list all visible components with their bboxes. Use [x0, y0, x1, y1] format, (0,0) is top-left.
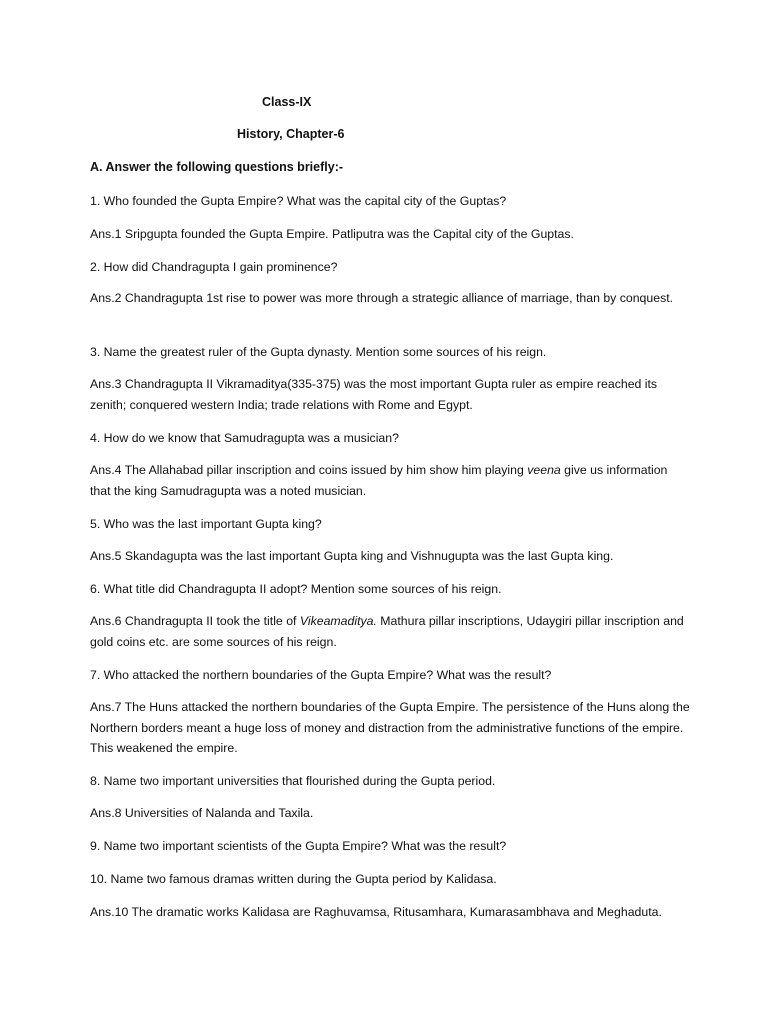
answer-6-italic: Vikeamaditya.: [299, 614, 377, 628]
question-7: 7. Who attacked the northern boundaries of the Gupta Empire? What was the result?: [90, 668, 552, 682]
answer-4-text-end: give us information that the king Samudragupta was a noted musician.: [90, 463, 668, 498]
section-heading: A. Answer the following questions briefly:-: [90, 160, 344, 174]
answer-1: Ans.1 Sripgupta founded the Gupta Empire. Patliputra was the Capital city of the Guptas.: [90, 227, 574, 241]
answer-7: Ans.7 The Huns attacked the northern boundaries of the Gupta Empire. The persistence of the Huns along the Northern borders meant a huge loss of money and distraction from the administrative functions of the empire. This weakened the empire.: [90, 700, 690, 755]
question-9: 9. Name two important scientists of the Gupta Empire? What was the result?: [90, 839, 507, 853]
question-3: 3. Name the greatest ruler of the Gupta dynasty. Mention some sources of his reign.: [90, 345, 547, 359]
answer-3: Ans.3 Chandragupta II Vikramaditya(335-375) was the most important Gupta ruler as empire reached its zenith; conquered western India; trade relations with Rome and Egypt.: [90, 377, 658, 412]
class-heading: Class-IX: [262, 95, 312, 109]
question-2: 2. How did Chandragupta I gain prominence?: [90, 260, 338, 274]
question-6: 6. What title did Chandragupta II adopt? Mention some sources of his reign.: [90, 582, 502, 596]
answer-6-text-start: Ans.6 Chandragupta II took the title of: [90, 614, 300, 628]
subject-heading: History, Chapter-6: [237, 127, 345, 141]
question-8: 8. Name two important universities that flourished during the Gupta period.: [90, 774, 496, 788]
answer-6-text-end: Mathura pillar inscriptions, Udaygiri pillar inscription and gold coins etc. are some sources of his reign.: [90, 614, 684, 649]
question-5: 5. Who was the last important Gupta king?: [90, 517, 322, 531]
answer-6: [90, 611, 690, 652]
answer-4: [90, 460, 690, 501]
question-1: 1. Who founded the Gupta Empire? What was the capital city of the Guptas?: [90, 194, 507, 208]
answer-5: Ans.5 Skandagupta was the last important Gupta king and Vishnugupta was the last Gupta king.: [90, 549, 614, 563]
answer-10: Ans.10 The dramatic works Kalidasa are Raghuvamsa, Ritusamhara, Kumarasambhava and Meghaduta.: [90, 905, 662, 919]
answer-2: Ans.2 Chandragupta 1st rise to power was more through a strategic alliance of marriage, than by conquest.: [90, 291, 674, 305]
answer-4-text-start: Ans.4 The Allahabad pillar inscription and coins issued by him show him playing: [90, 463, 528, 477]
question-10: 10. Name two famous dramas written during the Gupta period by Kalidasa.: [90, 872, 497, 886]
answer-4-italic: veena: [527, 463, 561, 477]
question-4: 4. How do we know that Samudragupta was a musician?: [90, 431, 399, 445]
answer-8: Ans.8 Universities of Nalanda and Taxila.: [90, 806, 314, 820]
